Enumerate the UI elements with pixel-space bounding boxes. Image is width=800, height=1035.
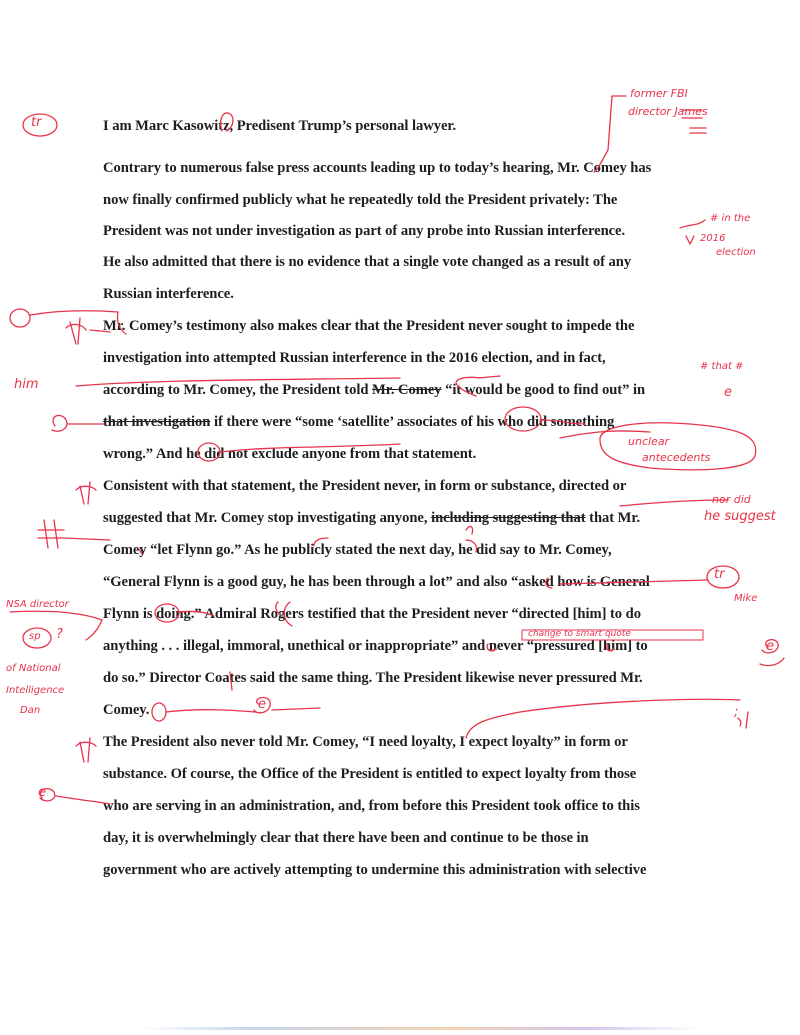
- text-line: President was not under investigation as part of any probe into Russian interference.: [103, 223, 626, 239]
- paragraph-mark: [66, 318, 86, 344]
- struck-text: that investigation: [103, 414, 211, 430]
- text-line: Comey.: [103, 702, 150, 718]
- note-of-national: of National: [6, 663, 61, 674]
- note-e-3: e: [258, 697, 266, 712]
- struck-text: Mr. Comey: [372, 382, 442, 398]
- space-mark: [38, 520, 64, 548]
- note-tr-2: tr: [714, 567, 725, 582]
- text-line: day, it is overwhelmingly clear that there have been and continue to be those in: [103, 830, 589, 846]
- note-sp: sp: [29, 631, 41, 642]
- note-unclear: unclear: [628, 435, 670, 448]
- text-line: Mr. Comey’s testimony also makes clear that the President never sought to impede the: [103, 318, 635, 334]
- text-line: wrong.” And he did not exclude anyone from that statement.: [103, 446, 477, 462]
- note-in-the: # in the: [710, 213, 751, 224]
- note-dan: Dan: [20, 705, 41, 716]
- note-director-james: director James: [628, 105, 708, 118]
- text-line: Russian interference.: [103, 286, 234, 302]
- text-line: according to Mr. Comey, the President told Mr. Comey “it would be good to find out” in: [103, 382, 646, 398]
- text-line: Consistent with that statement, the President never, in form or substance, directed or: [103, 478, 627, 494]
- text-line: investigation into attempted Russian interference in the 2016 election, and in fact,: [103, 350, 606, 366]
- note-intelligence: Intelligence: [6, 685, 65, 696]
- text-line: anything . . . illegal, immoral, unethical or inappropriate” and never “pressured [him] to: [103, 638, 648, 654]
- text-line: substance. Of course, the Office of the President is entitled to expect loyalty from those: [103, 766, 637, 782]
- text-line: I am Marc Kasowitz, Predisent Trump’s personal lawyer.: [103, 118, 457, 134]
- text-line: He also admitted that there is no evidence that a single vote changed as a result of any: [103, 254, 632, 270]
- period-circle: [10, 309, 30, 327]
- note-e-4: e: [38, 785, 46, 800]
- struck-text: including suggesting that: [431, 510, 586, 526]
- note-2016: 2016: [700, 233, 726, 244]
- note-nor-did: nor did: [712, 493, 751, 506]
- note-e-2: e: [766, 639, 774, 654]
- note-former-fbi: former FBI: [630, 87, 688, 100]
- text-line: who are serving in an administration, and, from before this President took office to this: [103, 798, 640, 814]
- text-line: that investigation if there were “some ‘satellite’ associates of his who did something: [103, 414, 615, 430]
- note-that: # that #: [700, 361, 744, 372]
- text-line: do so.” Director Coates said the same thing. The President likewise never pressured Mr.: [103, 670, 643, 686]
- scan-artifact: [140, 1027, 700, 1030]
- note-nsa-director: NSA director: [6, 599, 69, 610]
- note-semicolon: ;: [734, 705, 739, 720]
- note-e-1: e: [724, 385, 732, 400]
- note-election: election: [716, 247, 756, 258]
- text-line: Comey “let Flynn go.” As he publicly stated the next day, he did say to Mr. Comey,: [103, 542, 612, 558]
- note-he-suggest: he suggest: [704, 509, 776, 524]
- note-smart-quote: change to smart quote: [528, 629, 631, 639]
- note-question: ?: [56, 627, 63, 642]
- note-mike: Mike: [734, 593, 758, 604]
- text-line: suggested that Mr. Comey stop investigating anyone, including suggesting that that Mr.: [103, 510, 641, 526]
- text-line: Contrary to numerous false press accounts leading up to today’s hearing, Mr. Comey has: [103, 160, 652, 176]
- text-line: now finally confirmed publicly what he repeatedly told the President privately: The: [103, 192, 618, 208]
- note-him: him: [14, 377, 39, 392]
- note-tr: tr: [31, 115, 42, 130]
- text-line: The President also never told Mr. Comey, “I need loyalty, I expect loyalty” in form or: [103, 734, 628, 750]
- text-line: “General Flynn is a good guy, he has been through a lot” and also “asked how is General: [103, 574, 650, 590]
- text-line: Flynn is doing.” Admiral Rogers testified that the President never “directed [him] to do: [103, 606, 641, 622]
- note-antecedents: antecedents: [642, 451, 711, 464]
- text-line: government who are actively attempting to undermine this administration with selective: [103, 862, 647, 878]
